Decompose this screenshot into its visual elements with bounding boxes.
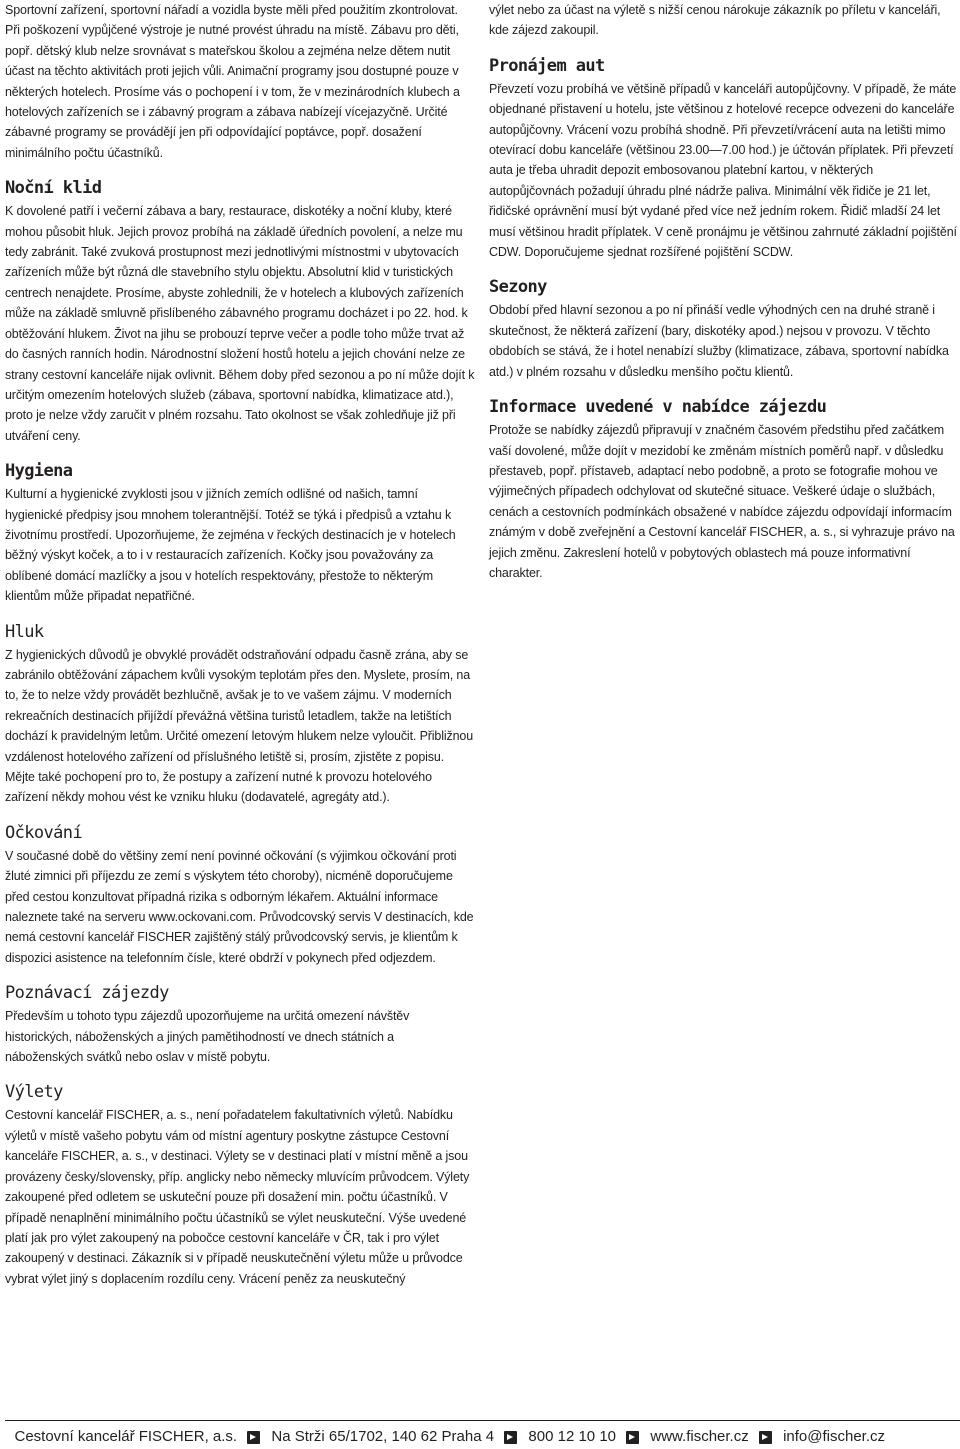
section-heading-nocni-klid: Noční klid	[5, 178, 102, 199]
footer-email-link[interactable]: info@fischer.cz	[783, 1428, 885, 1446]
footer-company: Cestovní kancelář FISCHER, a.s.	[14, 1428, 238, 1446]
section-text-pronajem-aut: Převzetí vozu probíhá ve většině případů v kanceláři autopůjčovny. V případě, že máte objednané přistavení u hotelu, jste většinou z hotelové recepce odvezeni do kanceláře autopůjčovny. Vrácení vozu probíhá shodně. Při převzetí/vrácení auta na letišti mimo otevírací dobu kanceláře (většinou 23.00—7.00 hod.) je účtován příplatek. Při převzetí auta je třeba uhradit depozit embosovanou platební kartou, v některých autopůjčovnách požadují úhradu plné nádrže paliva. Minimální věk řidiče je 21 let, řidičské oprávnění musí být vydané před více než jedním rokem. Řidič mladší 24 let musí většinou hradit příplatek. V ceně pronájmu je většinou zahrnuté základní pojištění CDW. Doporučujeme sjednat rozšířené pojištění SCDW.	[489, 80, 957, 260]
section-heading-sezony: Sezony	[489, 277, 547, 298]
section-heading-hygiena: Hygiena	[5, 461, 73, 482]
footer-website-link[interactable]: www.fischer.cz	[650, 1428, 749, 1446]
continued-paragraph: výlet nebo za účast na výletě s nižší cenou nárokuje zákazník po příletu v kanceláři, kde zájezd zakoupil.	[489, 2, 941, 38]
section-heading-pronajem-aut: Pronájem aut	[489, 55, 605, 76]
section-text-nocni-klid: K dovolené patří i večerní zábava a bary, restaurace, diskotéky a noční kluby, které mohou působit hluk. Jejich provoz probíhá na základě úředních povolení, a nelze mu tedy zabránit. Také zvuková prostupnost mezi jednotlivými místnostmi v ubytovacích zařízeních může být různá dle stavebního stylu objektu. Absolutní klid v turistických centrech nenajdete. Prosíme, abyste zohlednili, že v hotelech a klubových zařízeních může na základě smluvně přislíbeného zábavného programu docházet i po 22. hod. k obtěžování hlukem. Život na jihu se probouzí teprve večer a podle toho může trvat až do časných ranních hodin. Národnostní složení hostů hotelu a jejich chování nelze ze strany cestovní kanceláře nijak ovlivnit. Během doby před sezonou a po ní může dojít k určitým omezením hotelových služeb (zábava, sportovní nabídka, klimatizace atd.), proto je nelze vždy zaručit v plném rozsahu. Tato okolnost se však zohledňuje již při utváření ceny.	[5, 203, 475, 443]
section-text-hluk: Z hygienických důvodů je obvyklé provádět odstraňování odpadu časně zrána, aby se zabránilo obtěžování zápachem kvůli vysokým teplotám přes den. Myslete, prosím, na to, že to nelze vždy provádět bezhlučně, avšak je to ve vašem zájmu. V moderních rekreačních destinacích přijíždí převážná většina turistů letadlem, takže na letištích dochází k pravidelným letům. Určité omezení letovým hlukem nelze vyloučit. Přibližnou vzdálenost hotelového zařízení od příslušného letiště si, prosím, zjistěte z popisu. Mějte také pochopení pro to, že postupy a zařízení nutné k provozu hotelového zařízení někdy mohou vést ke vzniku hluku (dodavatelé, agregáty atd.).	[5, 646, 474, 805]
arrow-right-icon	[759, 1431, 772, 1444]
section-text-poznavaci-zajezdy: Především u tohoto typu zájezdů upozorňujeme na určitá omezení návštěv historických, náboženských a jiných pamětihodností ve dnech státních a náboženských svátků nebo oslav v místě pobytu.	[5, 1008, 410, 1065]
section-heading-informace: Informace uvedené v nabídce zájezdu	[489, 397, 827, 418]
arrow-right-icon	[504, 1431, 517, 1444]
arrow-right-icon	[626, 1431, 639, 1444]
section-text-hygiena: Kulturní a hygienické zvyklosti jsou v jižních zemích odlišné od našich, tamní hygienické předpisy jsou mnohem tolerantnější. Totéž se týká i předpisů a vztahu k životnímu prostředí. Upozorňujeme, že zejména v řeckých destinacích je v hotelech běžný výskyt koček, a to i v restauracích zařízeních. Kočky jsou považovány za oblíbené domácí mazlíčky a jsou v hotelích respektovány, přestože to některým klientům může připadat nepatřičné.	[5, 486, 456, 604]
footer-phone: 800 12 10 10	[528, 1428, 617, 1446]
section-heading-ockovani: Očkování	[5, 822, 83, 843]
right-column	[489, 0, 959, 583]
footer-divider	[5, 1420, 960, 1421]
intro-paragraph: Sportovní zařízení, sportovní nářadí a vozidla byste měli před použitím zkontrolovat. Při poškození vypůjčené výstroje je nutné provést úhradu na místě. Zábavu pro děti, popř. dětský klub nelze srovnávat s mateřskou školou a zejména nelze dětem nutit účast na těchto aktivitách proti jejich vůli. Animační programy jsou dostupné pouze v některých hotelech. Prosíme vás o pochopení i v tom, že v mezinárodních klubech a hotelových zařízeních se i zábavný program a zábava nabízejí vícejazyčně. Určité zábavné programy se provádějí jen při odpovídající poptávce, popř. dosažení minimálního počtu účastníků.	[5, 2, 460, 160]
footer-address: Na Strži 65/1702, 140 62 Praha 4	[271, 1428, 495, 1446]
section-text-sezony: Období před hlavní sezonou a po ní přináší vedle výhodných cen na druhé straně i skutečnost, že některá zařízení (bary, diskotéky apod.) nejsou v provozu. V těchto obdobích se stává, že i hotel nenabízí služby (klimatizace, zábava, sportovní nabídka atd.) v plném rozsahu v důsledku menšího počtu klientů.	[489, 302, 949, 379]
section-text-ockovani: V současné době do většiny zemí není povinné očkování (s výjimkou očkování proti žluté zimnici při příjezdu ze zemí s výskytem této choroby), nicméně doporučujeme před cestou konzultovat případná rizika s odborným lékařem. Aktuální informace naleznete také na serveru www.ockovani.com. Průvodcovský servis V destinacích, kde nemá cestovní kancelář FISCHER zajištěný stálý průvodcovský servis, je klientům k dispozici asistence na telefonním čísle, které obdrží v pokynech před odjezdem.	[5, 847, 474, 965]
section-text-informace: Protože se nabídky zájezdů připravují v značném časovém předstihu před začátkem vaší dovolené, může dojít v mezidobí ke změnám místních poměrů např. v důsledku přestaveb, popř. přístaveb, adaptací nebo podobně, a proto se fotografie mohou ve výjimečných případech odchylovat od skutečné situace. Veškeré údaje o službách, cenách a cestovních podmínkách obsažené v nabídce zájezdu odpovídají informacím známým v době zveřejnění a Cestovní kancelář FISCHER, a. s., si vyhrazuje právo na jejich změnu. Zakreslení hotelů v pobytových oblastech má pouze informativní charakter.	[489, 422, 955, 580]
section-heading-poznavaci-zajezdy: Poznávací zájezdy	[5, 983, 169, 1004]
section-heading-hluk: Hluk	[5, 621, 44, 642]
left-column	[5, 0, 473, 1289]
section-heading-vylety: Výlety	[5, 1082, 63, 1103]
arrow-right-icon	[247, 1431, 260, 1444]
section-text-vylety: Cestovní kancelář FISCHER, a. s., není pořadatelem fakultativních výletů. Nabídku výletů v místě vašeho pobytu vám od místní agentury poskytne zástupce Cestovní kanceláře FISCHER, a. s., v destinaci. Výlety se v destinaci platí v místní měně a jsou provázeny česky/slovensky, příp. anglicky nebo německy mluvícím průvodcem. Výlety zakoupené před odletem se uskuteční pouze při dosažení min. počtu účastníků. V případě nenaplnění minimálního počtu účastníků se výlet neuskuteční. Výše uvedené platí jak pro výlet zakoupený na pobočce cestovní kanceláře v ČR, tak i pro výlet zakoupený v destinaci. Zákazník si v případě neuskutečnění výletu může u průvodce vybrat výlet jiný s doplacením rozdílu ceny. Vrácení peněz za neuskutečný	[5, 1107, 470, 1286]
footer-contact-bar	[0, 1427, 885, 1447]
